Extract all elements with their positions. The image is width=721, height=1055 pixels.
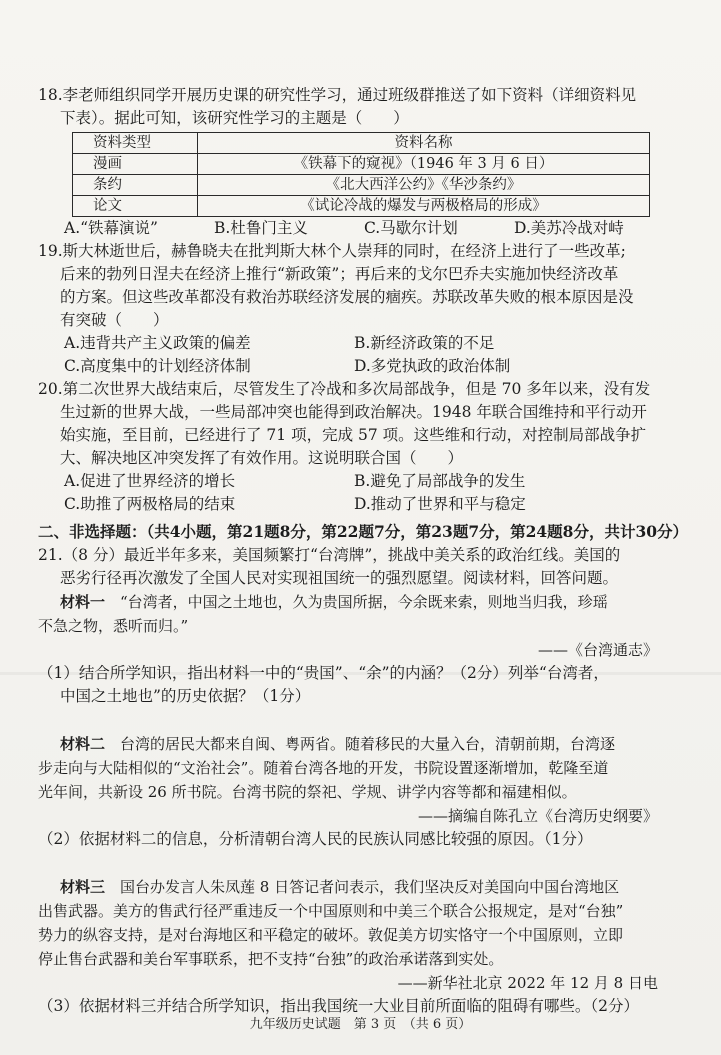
- q19-stem-line: 19.斯大林逝世后，赫鲁晓夫在批判斯大林个人崇拜的同时，在经济上进行了一些改革;: [38, 242, 626, 260]
- table-header-cell: 资料名称: [198, 133, 650, 154]
- material-2-text: 台湾的居民大都来自闽、粤两省。随着移民的大量入台，清朝前期，台湾逐: [105, 735, 616, 753]
- answer-space: [38, 708, 688, 732]
- table-row: [73, 196, 650, 217]
- section-heading: 二、非选择题：（共4小题，第21题8分，第22题7分，第23题7分，第24题8分，共计30分）: [38, 522, 689, 541]
- q20-stem-line: 20.第二次世界大战结束后，尽管发生了冷战和多次局部战争，但是 70 多年以来，没有发: [38, 380, 651, 398]
- sub-question-2: （2）依据材料二的信息，分析清朝台湾人民的民族认同感比较强的原因。（1分）: [38, 830, 593, 848]
- option-a: A.“铁幕演说”: [64, 219, 158, 237]
- material-3-line: 停止售台武器和美台军事联系，把不支持“台独”的政治承诺落到实处。: [38, 950, 504, 968]
- page-footer: 九年级历史试题 第 3 页 （共 6 页）: [249, 1017, 472, 1032]
- question-18: [38, 84, 688, 240]
- option-c: C.高度集中的计划经济体制: [64, 357, 251, 375]
- page-content: [38, 84, 688, 1018]
- q18-options: [38, 217, 688, 240]
- table-cell: 《北大西洋公约》《华沙条约》: [198, 175, 650, 196]
- answer-space: [38, 851, 688, 875]
- q20-stem-line: 大、解决地区冲突发挥了有效作用。这说明联合国（ ）: [60, 449, 464, 467]
- material-1-line: 不急之物，悉听而归。”: [38, 617, 189, 635]
- material-2-source: ——摘编自陈孔立《台湾历史纲要》: [417, 807, 658, 825]
- material-2-label: 材料二: [60, 735, 106, 753]
- table-cell: 《试论冷战的爆发与两极格局的形成》: [198, 196, 650, 217]
- q21-intro-line: 恶劣行径再次激发了全国人民对实现祖国统一的强烈愿望。阅读材料，回答问题。: [60, 569, 619, 587]
- material-2-line: [38, 732, 688, 756]
- q19-stem-line: 后来的勃列日涅夫在经济上推行“新政策”；再后来的戈尔巴乔夫实施加快经济改革: [60, 265, 619, 283]
- table-cell: 条约: [73, 175, 198, 196]
- sub-question-3: （3）依据材料三并结合所学知识，指出我国统一大业目前所面临的阻碍有哪些。（2分）: [38, 997, 639, 1015]
- material-3-label: 材料三: [60, 878, 106, 896]
- q20-stem-line: 生过新的世界大战，一些局部冲突也能得到政治解决。1948 年联合国维持和平行动开: [60, 403, 647, 421]
- material-1-text: “台湾者，中国之土地也，久为贵国所据，今余既来索，则地当归我，珍瑶: [105, 593, 608, 611]
- q19-options: [38, 355, 688, 378]
- table-cell: 漫画: [73, 154, 198, 175]
- material-3-line: [38, 875, 688, 899]
- table-header-row: [73, 133, 650, 154]
- q19-stem-line: 有突破（ ）: [60, 311, 169, 329]
- material-2-line: 步走向与大陆相似的“文治社会”。随着台湾各地的开发，书院设置逐渐增加，乾隆至道: [38, 759, 609, 777]
- option-d: D.推动了世界和平与稳定: [354, 495, 526, 513]
- option-c: C.马歇尔计划: [364, 219, 458, 237]
- material-3-text: 国台办发言人朱凤莲 8 日答记者问表示，我们坚决反对美国向中国台湾地区: [105, 878, 620, 896]
- q20-options: [38, 470, 688, 493]
- table-row: [73, 175, 650, 196]
- material-1-label: 材料一: [60, 593, 106, 611]
- option-d: D.多党执政的政治体制: [354, 357, 511, 375]
- material-3-line: 出售武器。美方的售武行径严重违反一个中国原则和中美三个联合公报规定，是对“台独”: [38, 902, 624, 920]
- material-3-source: ——新华社北京 2022 年 12 月 8 日电: [397, 974, 658, 992]
- q20-options: [38, 493, 688, 516]
- question-20: [38, 378, 688, 516]
- q18-stem-line: 18.李老师组织同学开展历史课的研究性学习，通过班级群推送了如下资料（详细资料见: [38, 86, 637, 104]
- option-b: B.新经济政策的不足: [354, 334, 495, 352]
- q21-intro-line: 21.（8 分）最近半年多来，美国频繁打“台湾牌”，挑战中美关系的政治红线。美国的: [38, 546, 621, 564]
- question-19: [38, 240, 688, 378]
- sub-question-1: （1）结合所学知识，指出材料一中的“贵国”、“余”的内涵？（2分）列举“台湾者，: [38, 664, 609, 682]
- table-cell: 《铁幕下的窥视》（1946 年 3 月 6 日）: [198, 154, 650, 175]
- material-1-source: ——《台湾通志》: [537, 641, 658, 659]
- material-3-line: 势力的纵容支持，是对台海地区和平稳定的破坏。敦促美方切实恪守一个中国原则，立即: [38, 926, 624, 944]
- q20-stem-line: 始实施，至目前，已经进行了 71 项，完成 57 项。这些维和行动，对控制局部战争扩: [60, 426, 647, 444]
- table-header-cell: 资料类型: [73, 133, 198, 154]
- question-21: [38, 544, 688, 1018]
- material-1-line: [38, 590, 688, 614]
- table-row: [73, 154, 650, 175]
- option-b: B.避免了局部战争的发生: [354, 472, 526, 490]
- q18-stem-line: 下表）。据此可知，该研究性学习的主题是（ ）: [60, 109, 409, 127]
- q18-source-table: [72, 132, 650, 217]
- material-2-line: 光年间，共新设 26 所书院。台湾书院的祭祀、学规、讲学内容等都和福建相似。: [38, 783, 577, 801]
- option-a: A.促进了世界经济的增长: [64, 472, 236, 490]
- option-b: B.杜鲁门主义: [214, 219, 308, 237]
- option-a: A.违背共产主义政策的偏差: [64, 334, 251, 352]
- sub-question-1: 中国之土地也”的历史依据？（1分）: [60, 687, 311, 705]
- table-cell: 论文: [73, 196, 198, 217]
- option-c: C.助推了两极格局的结束: [64, 495, 236, 513]
- q19-options: [38, 332, 688, 355]
- option-d: D.美苏冷战对峙: [514, 219, 624, 237]
- q19-stem-line: 的方案。但这些改革都没有救治苏联经济发展的痼疾。苏联改革失败的根本原因是没: [60, 288, 634, 306]
